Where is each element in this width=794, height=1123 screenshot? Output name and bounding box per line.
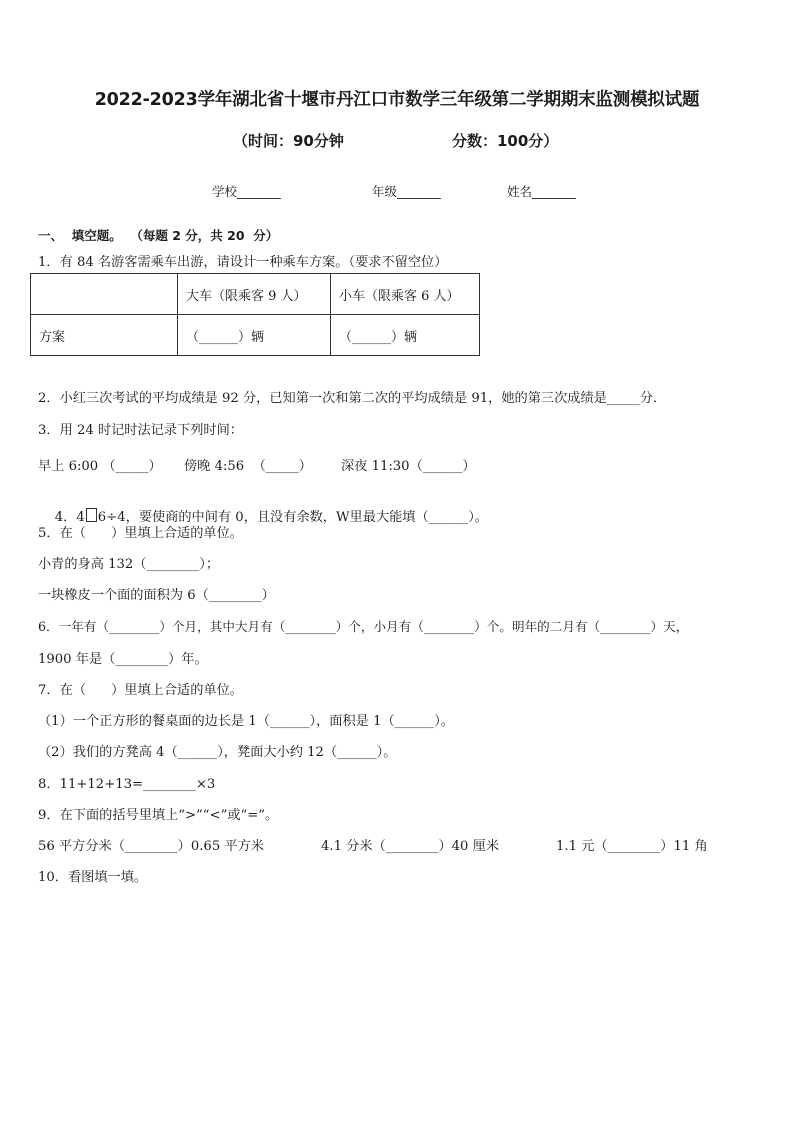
question-3: 3．用 24 时记时法记录下列时间： [38,423,243,438]
exam-title: 2022-2023学年湖北省十堰市丹江口市数学三年级第二学期期末监测模拟试题 [94,90,700,110]
question-7: 7．在（ ）里填上合适的单位。 [38,683,243,698]
table-row [31,315,480,356]
question-8[interactable]: 8．11+12+13=________×3 [38,777,216,792]
grade-field[interactable]: 年级_______ [372,184,441,199]
question-7a[interactable]: （1）一个正方形的餐桌面的边长是 1（______），面积是 1（______）。 [38,714,454,729]
section-heading: 一、 填空题。 （每题 2 分，共 20 分） [38,228,279,243]
table-cell: 方案 [31,315,178,356]
question-9: 9．在下面的括号里填上“>”“<”或“=”。 [38,808,279,823]
digit-box[interactable] [86,508,97,522]
question-7b[interactable]: （2）我们的方凳高 4（______），凳面大小约 12（______）。 [38,745,397,760]
question-1: 1．有 84 名游客需乘车出游，请设计一种乘车方案。（要求不留空位） [38,255,448,270]
exam-time: （时间：90分钟 [233,132,344,150]
time-item[interactable]: 傍晚 4:56 （_____） [184,459,312,474]
answer-blank[interactable]: （______）辆 [178,315,331,356]
time-item[interactable]: 早上 6:00 （_____） [38,459,162,474]
question-5: 5．在（ ）里填上合适的单位。 [38,526,243,541]
exam-score: 分数：100分） [452,132,559,150]
question-5b[interactable]: 一块橡皮一个面的面积为 6（________） [38,588,275,603]
question-4-suffix: 6÷4，要使商的中间有 0，且没有余数，W里最大能填（______）。 [97,510,488,525]
compare-item[interactable]: 1.1 元（________）11 角 [556,839,708,854]
compare-item[interactable]: 56 平方分米（________）0.65 平方米 [38,839,264,854]
school-field[interactable]: 学校_______ [212,184,281,199]
question-4-prefix: 4．4 [54,510,85,525]
question-6[interactable]: 6．一年有（________）个月，其中大月有（________）个，小月有（________）个。明年的二月有（________）天， [38,619,689,634]
question-10: 10．看图填一填。 [38,870,148,885]
plan-table [30,273,480,356]
question-5a[interactable]: 小青的身高 132（________）； [38,557,220,572]
time-item[interactable]: 深夜 11:30（______） [341,459,476,474]
compare-item[interactable]: 4.1 分米（________）40 厘米 [321,839,500,854]
question-6-cont[interactable]: 1900 年是（________）年。 [38,652,208,667]
answer-blank[interactable]: （______）辆 [331,315,480,356]
question-2: 2．小红三次考试的平均成绩是 92 分，已知第一次和第二次的平均成绩是 91，她的第三次成绩是_____分． [38,391,667,406]
table-row [31,274,480,315]
table-cell: 大车（限乘客 9 人） [178,274,331,315]
name-field[interactable]: 姓名_______ [507,184,576,199]
table-cell: 小车（限乘客 6 人） [331,274,480,315]
table-cell [31,274,178,315]
